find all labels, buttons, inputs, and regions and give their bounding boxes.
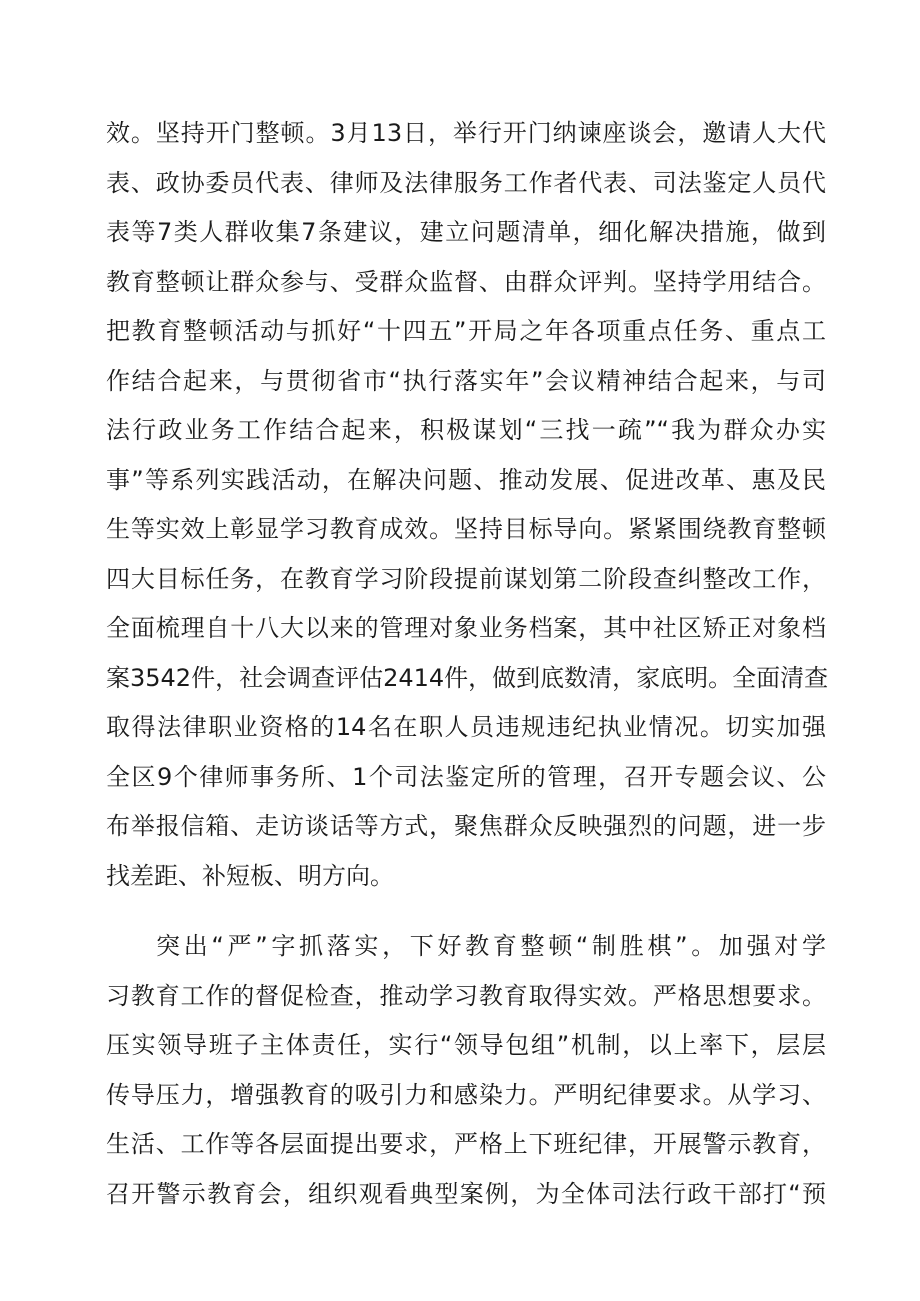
paragraph-line: 全面梳理自十八大以来的管理对象业务档案，其中社区矫正对象档 bbox=[106, 614, 826, 642]
paragraph-2 bbox=[106, 922, 826, 1219]
paragraph-line: 生活、工作等各层面提出要求，严格上下班纪律，开展警示教育， bbox=[106, 1130, 826, 1158]
paragraph-line: 四大目标任务，在教育学习阶段提前谋划第二阶段查纠整改工作， bbox=[106, 564, 826, 593]
paragraph-line: 突出“严”字抓落实，下好教育整顿“制胜棋”。加强对学 bbox=[156, 932, 826, 960]
paragraph-line: 把教育整顿活动与抓好“十四五”开局之年各项重点任务、重点工 bbox=[106, 317, 826, 345]
paragraph-line: 事”等系列实践活动，在解决问题、推动发展、促进改革、惠及民 bbox=[106, 465, 826, 494]
paragraph-line: 压实领导班子主体责任，实行“领导包组”机制，以上率下，层层 bbox=[106, 1031, 826, 1059]
paragraph-line: 习教育工作的督促检查，推动学习教育取得实效。严格思想要求。 bbox=[106, 981, 826, 1010]
paragraph-line: 表、政协委员代表、律师及法律服务工作者代表、司法鉴定人员代 bbox=[106, 168, 826, 197]
paragraph-line: 全区9个律师事务所、1个司法鉴定所的管理，召开专题会议、公 bbox=[106, 762, 826, 791]
paragraph-line: 教育整顿让群众参与、受群众监督、由群众评判。坚持学用结合。 bbox=[106, 267, 826, 296]
paragraph-line: 取得法律职业资格的14名在职人员违规违纪执业情况。切实加强 bbox=[106, 713, 826, 741]
paragraph-line: 案3542件，社会调查评估2414件，做到底数清，家底明。全面清查 bbox=[106, 663, 829, 692]
paragraph-line: 作结合起来，与贯彻省市“执行落实年”会议精神结合起来，与司 bbox=[106, 366, 826, 395]
paragraph-line: 召开警示教育会，组织观看典型案例，为全体司法行政干部打“预 bbox=[106, 1179, 826, 1208]
paragraph-line: 传导压力，增强教育的吸引力和感染力。严明纪律要求。从学习、 bbox=[106, 1080, 826, 1109]
document-body bbox=[106, 109, 829, 1219]
paragraph-line: 生等实效上彰显学习教育成效。坚持目标导向。紧紧围绕教育整顿 bbox=[106, 515, 826, 543]
paragraph-line: 布举报信箱、走访谈话等方式，聚焦群众反映强烈的问题，进一步 bbox=[106, 812, 826, 840]
paragraph-line: 找差距、补短板、明方向。 bbox=[106, 861, 394, 890]
paragraph-line: 表等7类人群收集7条建议，建立问题清单，细化解决措施，做到 bbox=[106, 218, 826, 246]
paragraph-line: 效。坚持开门整顿。3月13日，举行开门纳谏座谈会，邀请人大代 bbox=[106, 119, 826, 147]
paragraph-line: 法行政业务工作结合起来，积极谋划“三找一疏”“我为群众办实 bbox=[106, 416, 826, 444]
paragraph-1 bbox=[106, 109, 829, 901]
